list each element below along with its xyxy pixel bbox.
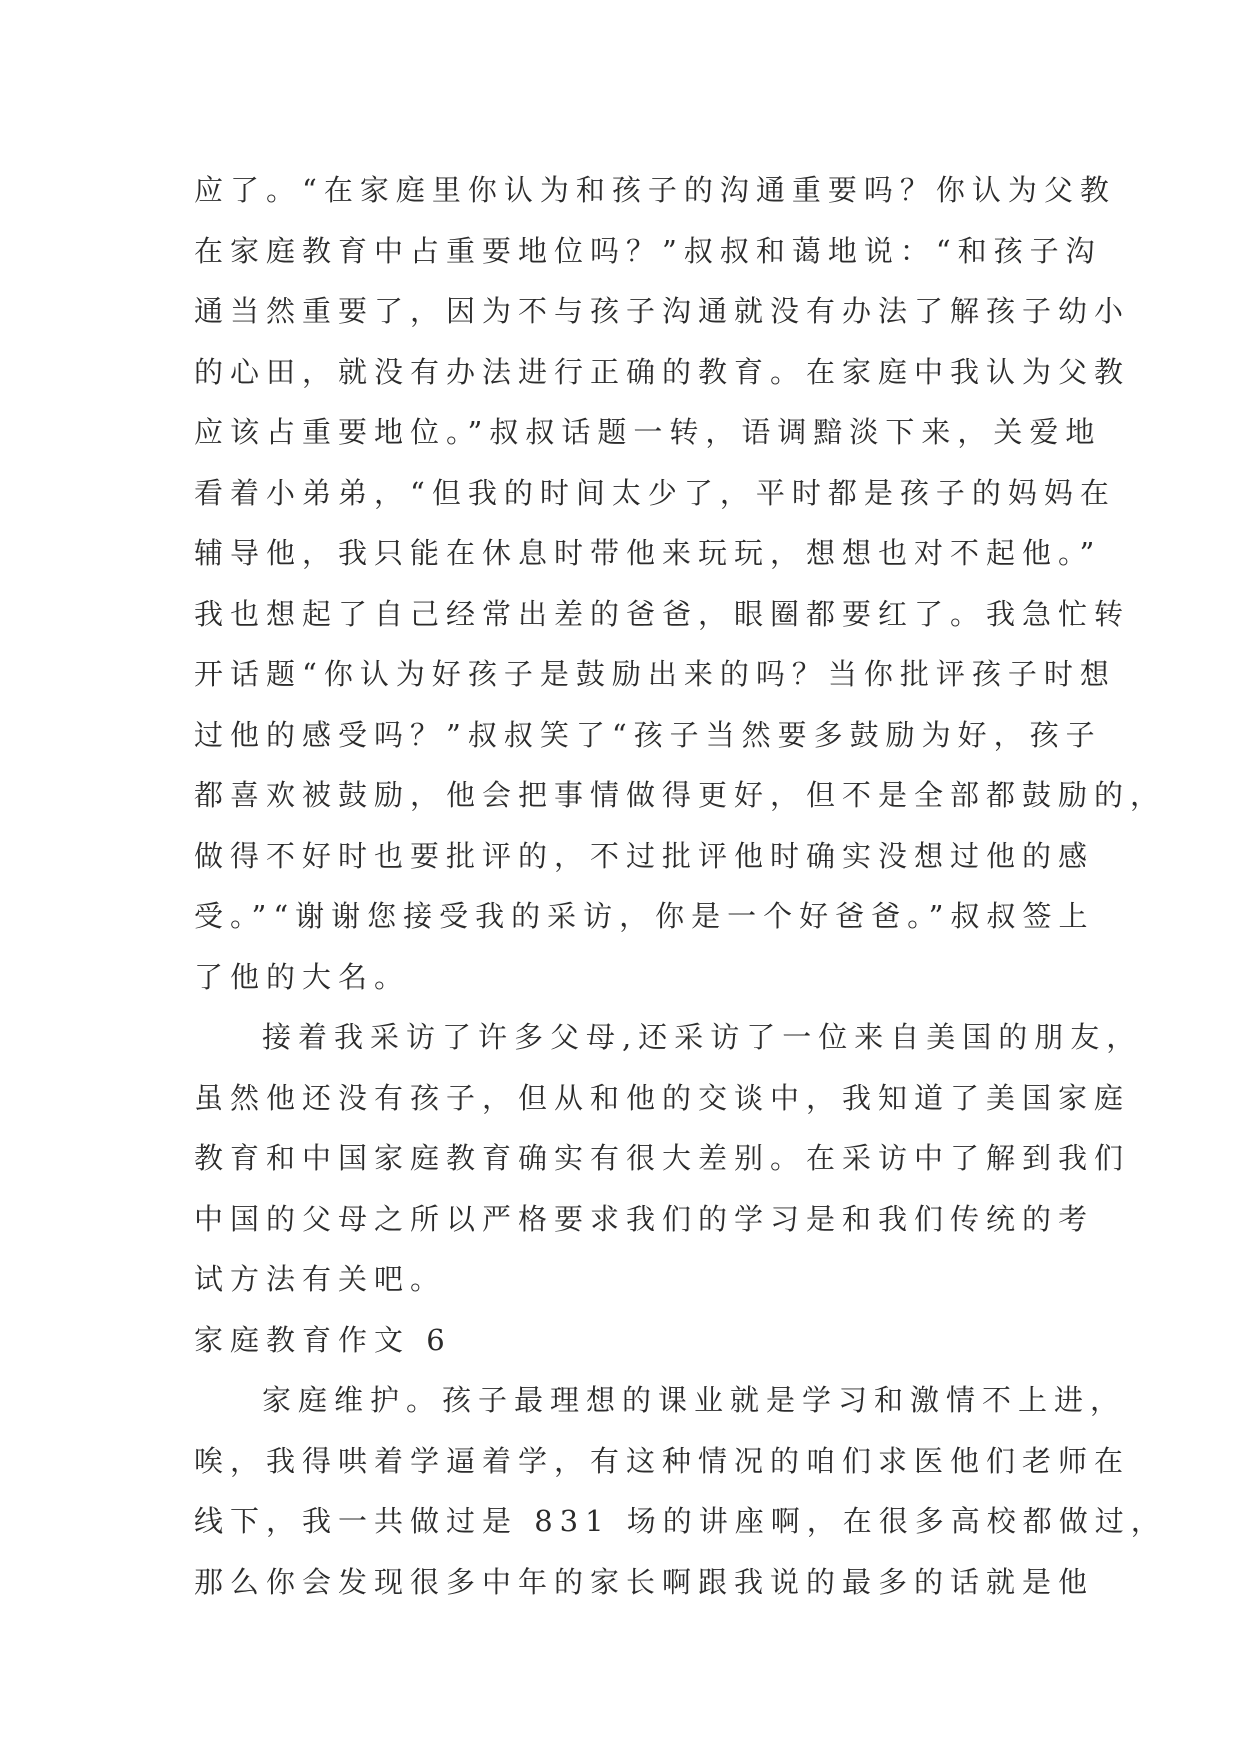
paragraph-interview-father [194,160,1167,1007]
section-heading: 家庭教育作文 6 [194,1322,452,1357]
text-line: 应该占重要地位。”叔叔话题一转，语调黯淡下来，关爱地 [194,415,1102,449]
text-line: 过他的感受吗？”叔叔笑了“孩子当然要多鼓励为好，孩子 [194,717,1102,752]
text-line: 应了。“在家庭里你认为和孩子的沟通重要吗？你认为父教 [194,173,1116,207]
text-line: 线下，我一共做过是 831 场的讲座啊，在很多高校都做过， [194,1504,1167,1538]
text-line: 的心田，就没有办法进行正确的教育。在家庭中我认为父教 [194,354,1131,389]
paragraph-interview-others [194,1007,1143,1310]
text-line: 看着小弟弟，“但我的时间太少了，平时都是孩子的妈妈在 [194,475,1116,510]
document-body [194,160,1167,1612]
text-line: 辅导他，我只能在休息时带他来玩玩，想想也对不起他。” [194,536,1102,570]
text-line: 我也想起了自己经常出差的爸爸，眼圈都要红了。我急忙转 [194,596,1131,631]
text-line: 家庭维护。孩子最理想的课业就是学习和激情不上进， [262,1383,1127,1417]
text-line: 接着我采访了许多父母,还采访了一位来自美国的朋友， [262,1020,1143,1054]
text-line: 虽然他还没有孩子，但从和他的交谈中，我知道了美国家庭 [194,1080,1131,1115]
text-line: 开话题“你认为好孩子是鼓励出来的吗？当你批评孩子时想 [194,657,1116,691]
text-line: 在家庭教育中占重要地位吗？”叔叔和蔼地说：“和孩子沟 [194,233,1102,268]
text-line: 通当然重要了，因为不与孩子沟通就没有办法了解孩子幼小 [194,294,1131,328]
text-line: 了他的大名。 [194,959,411,994]
text-line: 受。”“谢谢您接受我的采访，你是一个好爸爸。”叔叔签上 [194,899,1095,933]
paragraph-family-maintenance [194,1370,1167,1612]
text-line: 中国的父母之所以严格要求我们的学习是和我们传统的考 [194,1201,1095,1236]
text-line: 都喜欢被鼓励，他会把事情做得更好，但不是全部都鼓励的， [194,778,1167,812]
text-line: 唉，我得哄着学逼着学，有这种情况的咱们求医他们老师在 [194,1443,1131,1478]
text-line: 试方法有关吧。 [194,1262,447,1296]
text-line: 教育和中国家庭教育确实有很大差别。在采访中了解到我们 [194,1141,1131,1175]
text-line: 那么你会发现很多中年的家长啊跟我说的最多的话就是他 [194,1564,1095,1599]
text-line: 做得不好时也要批评的，不过批评他时确实没想过他的感 [194,838,1095,873]
